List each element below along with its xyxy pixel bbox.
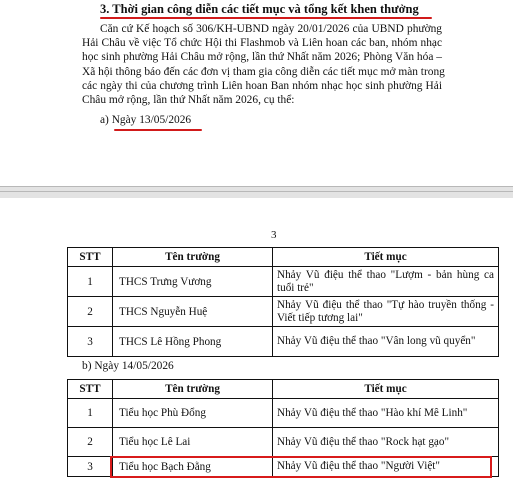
- cell-item: Nhảy Vũ điệu thể thao "Hào khí Mê Linh": [273, 399, 499, 428]
- cell-item: Nhảy Vũ điệu thể thao "Rock hạt gạo": [273, 428, 499, 457]
- cell-item: Nhảy Vũ điệu thể thao "Lượm - bản hùng ca tuổi trẻ": [273, 267, 499, 297]
- highlight-box-bach-dang-row: [110, 456, 492, 478]
- schedule-table-day-a: [67, 247, 499, 357]
- cell-stt: 2: [68, 428, 113, 457]
- section-paragraph: [82, 22, 445, 107]
- paragraph-line: các ngày thi của chương trình Liên hoan Ban nhóm nhạc học sinh phường Hải: [82, 79, 442, 92]
- page-edge-line: [0, 191, 513, 192]
- table-row: [68, 399, 499, 428]
- day-a-red-underline: [114, 129, 202, 131]
- cell-school: Tiểu học Phù Đổng: [113, 399, 273, 428]
- page-edge-line: [0, 186, 513, 187]
- cell-item: Nhảy Vũ điệu thể thao "Tự hào truyền thống - Viết tiếp tương lai": [273, 297, 499, 327]
- table-row: [68, 327, 499, 357]
- paragraph-line: Căn cứ Kế hoạch số 306/KH-UBND ngày 20/01/2026 của UBND phường: [100, 23, 442, 35]
- cell-school: THCS Trưng Vương: [113, 267, 273, 297]
- day-a-label: [100, 114, 191, 126]
- header-school: Tên trường: [113, 248, 273, 267]
- cell-item: Nhảy Vũ điệu thể thao "Vân long vũ quyển": [273, 327, 499, 357]
- cell-school: Tiểu học Bạch Đằng: [113, 457, 273, 477]
- header-school: Tên trường: [113, 380, 273, 399]
- paragraph-line: Hải Châu về việc Tổ chức Hội thi Flashmob và Liên hoan các ban, nhóm nhạc: [82, 37, 442, 50]
- cell-item: Nhảy Vũ điệu thể thao "Người Việt": [273, 457, 499, 477]
- table-row: [68, 267, 499, 297]
- table-row: [68, 428, 499, 457]
- cell-stt: 3: [68, 327, 113, 357]
- day-a-date: Ngày 13/05/2026: [111, 114, 192, 126]
- day-a-prefix: a): [100, 114, 112, 126]
- cell-stt: 3: [68, 457, 113, 477]
- header-stt: STT: [68, 248, 113, 267]
- header-stt: STT: [68, 380, 113, 399]
- day-b-label: b) Ngày 14/05/2026: [82, 360, 174, 372]
- cell-school: Tiểu học Lê Lai: [113, 428, 273, 457]
- heading-red-underline: [100, 17, 432, 19]
- header-item: Tiết mục: [273, 248, 499, 267]
- paragraph-line: Xã hội thông báo đến các đơn vị tham gia công diễn các tiết mục mở màn trong: [82, 65, 445, 78]
- table-header-row: [68, 380, 499, 399]
- header-item: Tiết mục: [273, 380, 499, 399]
- paragraph-line: Châu mở rộng, lần thứ Nhất năm 2026, cụ thể:: [82, 94, 295, 107]
- paragraph-line: học sinh phường Hải Châu mở rộng, lần thứ Nhất năm 2026; Phòng Văn hóa –: [82, 51, 442, 64]
- table-header-row: [68, 248, 499, 267]
- page-number: 3: [271, 229, 277, 241]
- section-heading: 3. Thời gian công diễn các tiết mục và tổng kết khen thưởng: [100, 2, 419, 16]
- cell-school: THCS Nguyễn Huệ: [113, 297, 273, 327]
- table-row: [68, 297, 499, 327]
- cell-school: THCS Lê Hồng Phong: [113, 327, 273, 357]
- cell-stt: 1: [68, 267, 113, 297]
- cell-stt: 2: [68, 297, 113, 327]
- document-page-upper: [0, 0, 513, 186]
- cell-stt: 1: [68, 399, 113, 428]
